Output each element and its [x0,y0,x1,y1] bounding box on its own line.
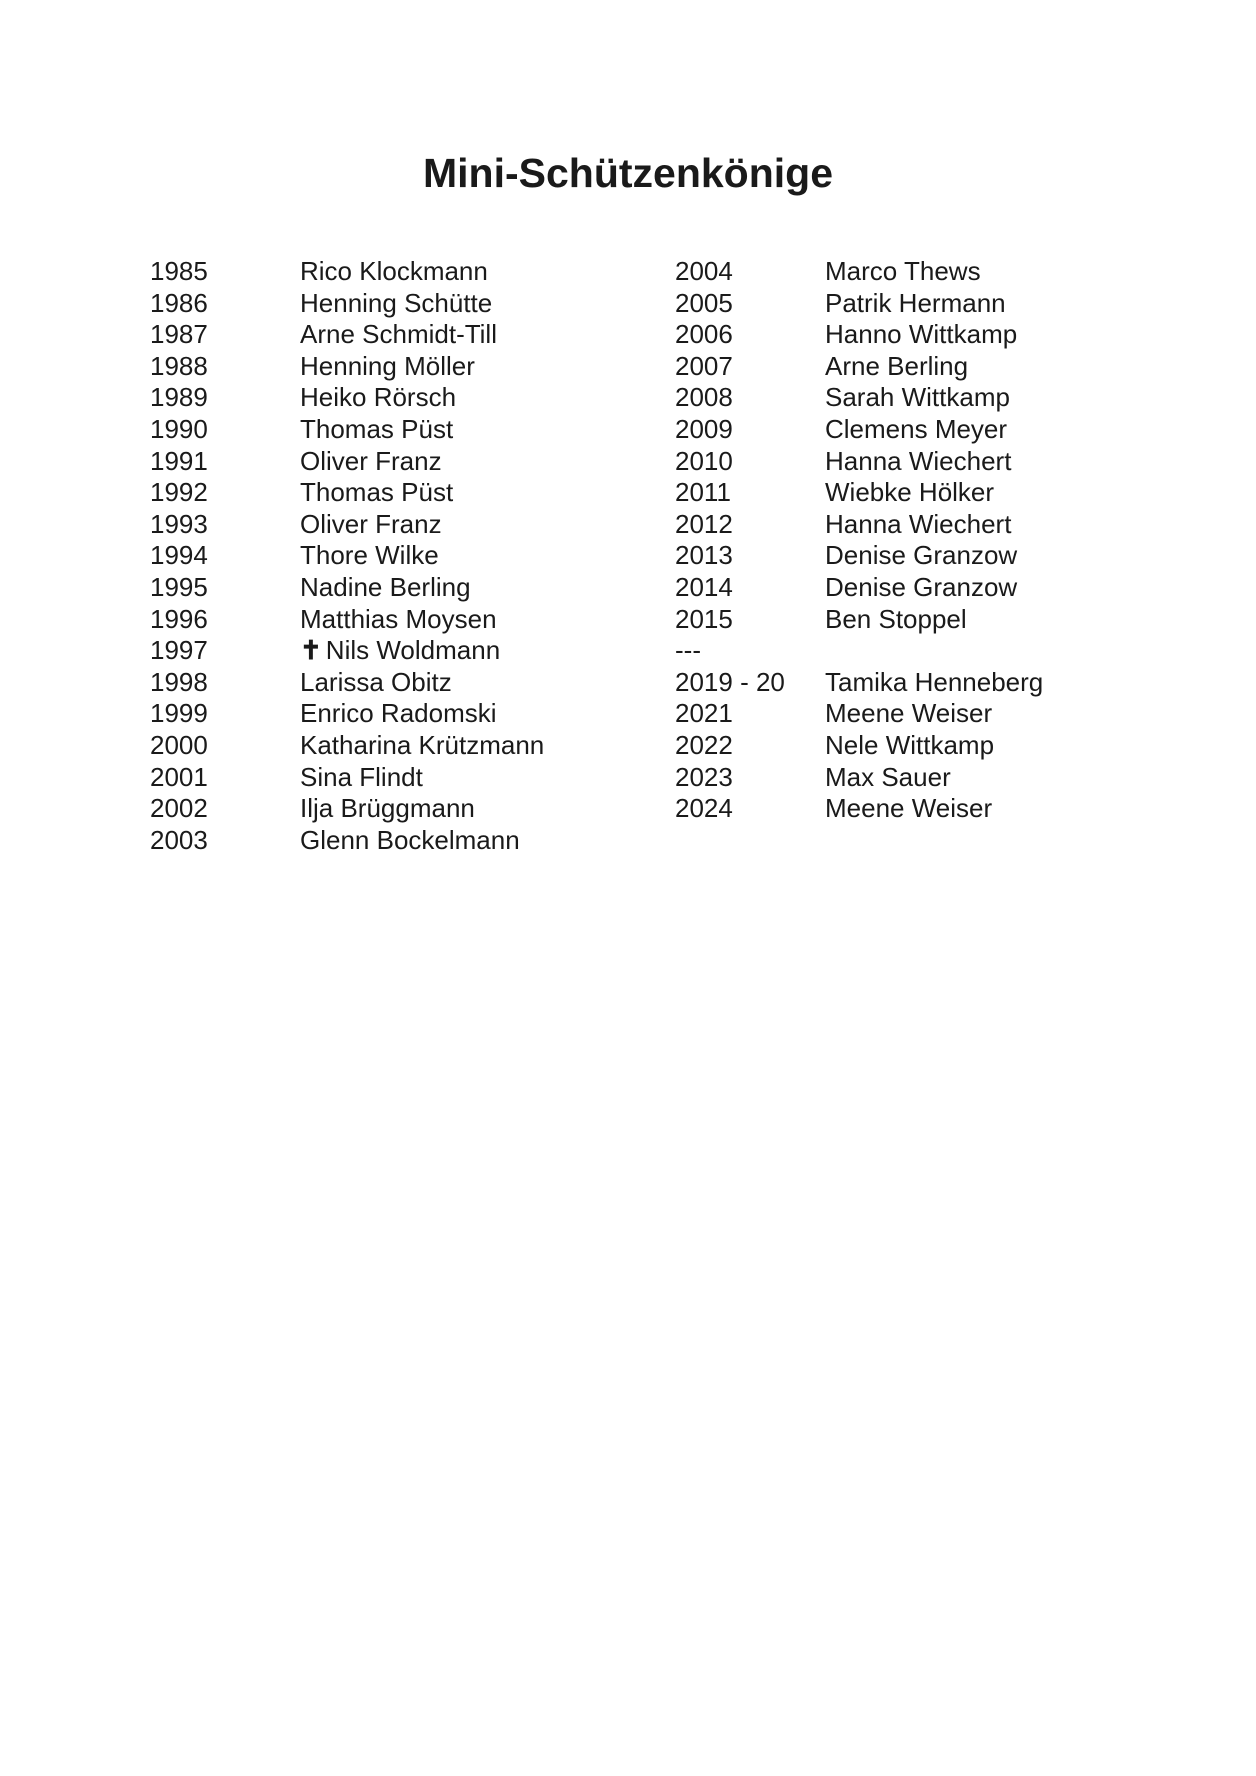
entry-name: Henning Möller [300,350,475,381]
entry-name: Thomas Püst [300,477,454,508]
entry-year: 1996 [150,603,208,634]
entry-name-cell [825,319,1017,351]
entry-year: 2007 [675,350,733,381]
entry-name: Nele Wittkamp [825,729,995,760]
entry-name: Nadine Berling [300,571,471,602]
king-entry-row [675,382,1043,414]
entry-name-cell [300,698,497,730]
entry-name: Hanna Wiechert [825,445,1012,476]
entry-name: Henning Schütte [300,287,493,318]
king-entry-row [675,446,1043,478]
entry-year: 2005 [675,287,733,318]
entry-name-cell [300,604,497,636]
entry-year: 1992 [150,477,208,508]
entry-year: 2024 [675,793,733,824]
entry-name: Matthias Moysen [300,603,497,634]
king-entry-row [150,793,544,825]
entry-name-cell [300,351,475,383]
king-entry-row [675,319,1043,351]
entry-year: 1991 [150,445,208,476]
entry-name-cell [825,540,1017,572]
entry-name: Thomas Püst [300,413,454,444]
entry-year: 1986 [150,287,208,318]
entry-year: 2021 [675,698,733,729]
king-entry-row [675,762,1043,794]
entry-name: Nils Woldmann [325,635,501,666]
entry-name: Sarah Wittkamp [825,382,1010,413]
entry-year: 2015 [675,603,733,634]
entry-name: Enrico Radomski [300,698,497,729]
entry-year: 1988 [150,350,208,381]
kings-list-left-column [150,256,544,856]
entry-name-cell [825,256,981,288]
entry-name-cell [300,793,475,825]
entry-name-cell [300,667,452,699]
king-entry-row [675,730,1043,762]
entry-name: Sina Flindt [300,761,423,792]
entry-year: --- [675,635,701,666]
entry-year: 2004 [675,256,733,286]
entry-year: 1998 [150,666,208,697]
king-entry-row [675,667,1043,699]
entry-name: Arne Schmidt-Till [300,319,497,350]
entry-name: Ilja Brüggmann [300,793,475,824]
entry-name: Rico Klockmann [300,256,488,286]
entry-name: Patrik Hermann [825,287,1006,318]
entry-name: Katharina Krützmann [300,729,545,760]
entry-name-cell [300,414,453,446]
entry-name-cell [300,762,423,794]
king-entry-row [675,288,1043,320]
entry-name-cell [825,382,1010,414]
entry-name-cell [300,730,544,762]
king-entry-row [150,382,544,414]
entry-name: Wiebke Hölker [825,477,995,508]
entry-year: 1999 [150,698,208,729]
entry-year: 1985 [150,256,208,286]
entry-name-cell [825,351,968,383]
entry-name: Hanna Wiechert [825,508,1012,539]
king-entry-row [150,635,544,667]
king-entry-row [675,698,1043,730]
entry-name: Oliver Franz [300,508,442,539]
king-entry-row [150,319,544,351]
entry-name: Ben Stoppel [825,603,967,634]
entry-year: 2019 - 20 [675,666,785,697]
king-entry-row [675,509,1043,541]
entry-name: Clemens Meyer [825,413,1008,444]
entry-name-cell [825,604,967,636]
entry-name: Glenn Bockelmann [300,824,520,855]
king-entry-row [675,351,1043,383]
king-entry-row [150,667,544,699]
king-entry-row [150,604,544,636]
entry-name: Thore Wilke [300,540,439,571]
entry-name-cell [300,635,500,667]
entry-year: 2014 [675,571,733,602]
entry-year: 1993 [150,508,208,539]
entry-name-cell [825,698,992,730]
entry-name-cell [300,572,471,604]
king-entry-row [675,477,1043,509]
king-entry-row [150,572,544,604]
king-entry-row [150,288,544,320]
entry-name-cell [825,477,994,509]
entry-year: 2008 [675,382,733,413]
king-entry-row [675,414,1043,446]
entry-name-cell [300,825,520,857]
entry-name-cell [300,319,497,351]
entry-year: 2006 [675,319,733,350]
entry-name: Denise Granzow [825,571,1018,602]
kings-list-right-column [675,256,1043,825]
entry-name-cell [300,446,442,478]
king-entry-row [150,509,544,541]
entry-name-cell [825,509,1011,541]
king-entry-row [150,414,544,446]
king-entry-row [150,825,544,857]
entry-year: 1994 [150,540,208,571]
entry-name: Arne Berling [825,350,969,381]
king-entry-row [150,256,544,288]
king-entry-row [150,730,544,762]
entry-year: 2023 [675,761,733,792]
entry-year: 1990 [150,413,208,444]
entry-name-cell [825,762,951,794]
entry-name-cell [825,572,1017,604]
entry-year: 2022 [675,729,733,760]
entry-year: 2013 [675,540,733,571]
entry-name-cell [300,288,492,320]
entry-year: 2001 [150,761,208,792]
king-entry-row [675,256,1043,288]
entry-year: 2009 [675,413,733,444]
king-entry-row [150,477,544,509]
entry-name-cell [300,382,456,414]
king-entry-row [675,793,1043,825]
entry-name: Meene Weiser [825,793,993,824]
entry-year: 1995 [150,571,208,602]
king-entry-row [675,572,1043,604]
king-entry-row [675,635,1043,667]
entry-name-cell [300,477,453,509]
king-entry-row [675,540,1043,572]
deceased-cross-icon: ✝ [300,635,322,666]
entry-name-cell [825,793,992,825]
entry-year: 2010 [675,445,733,476]
entry-name-cell [300,256,488,288]
entry-year: 2011 [675,477,731,508]
entry-name: Tamika Henneberg [825,666,1044,697]
entry-name-cell [300,509,442,541]
entry-name-cell [825,288,1006,320]
entry-name-cell [825,414,1007,446]
king-entry-row [150,762,544,794]
entry-name-cell [825,667,1043,699]
entry-year: 1987 [150,319,208,350]
entry-year: 2000 [150,729,208,760]
king-entry-row [675,604,1043,636]
king-entry-row [150,446,544,478]
entry-name: Max Sauer [825,761,951,792]
entry-year: 1997 [150,635,208,666]
entry-year: 2012 [675,508,733,539]
entry-year: 2002 [150,793,208,824]
entry-name: Oliver Franz [300,445,442,476]
king-entry-row [150,540,544,572]
entry-year: 2003 [150,824,208,855]
entry-name: Hanno Wittkamp [825,319,1018,350]
entry-name-cell [825,446,1011,478]
entry-name-cell [825,730,994,762]
entry-year: 1989 [150,382,208,413]
king-entry-row [150,698,544,730]
entry-name: Heiko Rörsch [300,382,457,413]
entry-name: Meene Weiser [825,698,993,729]
entry-name: Marco Thews [825,256,981,286]
entry-name: Larissa Obitz [300,666,452,697]
entry-name: Denise Granzow [825,540,1018,571]
page-title: Mini-Schützenkönige [423,150,833,196]
entry-name-cell [300,540,439,572]
king-entry-row [150,351,544,383]
